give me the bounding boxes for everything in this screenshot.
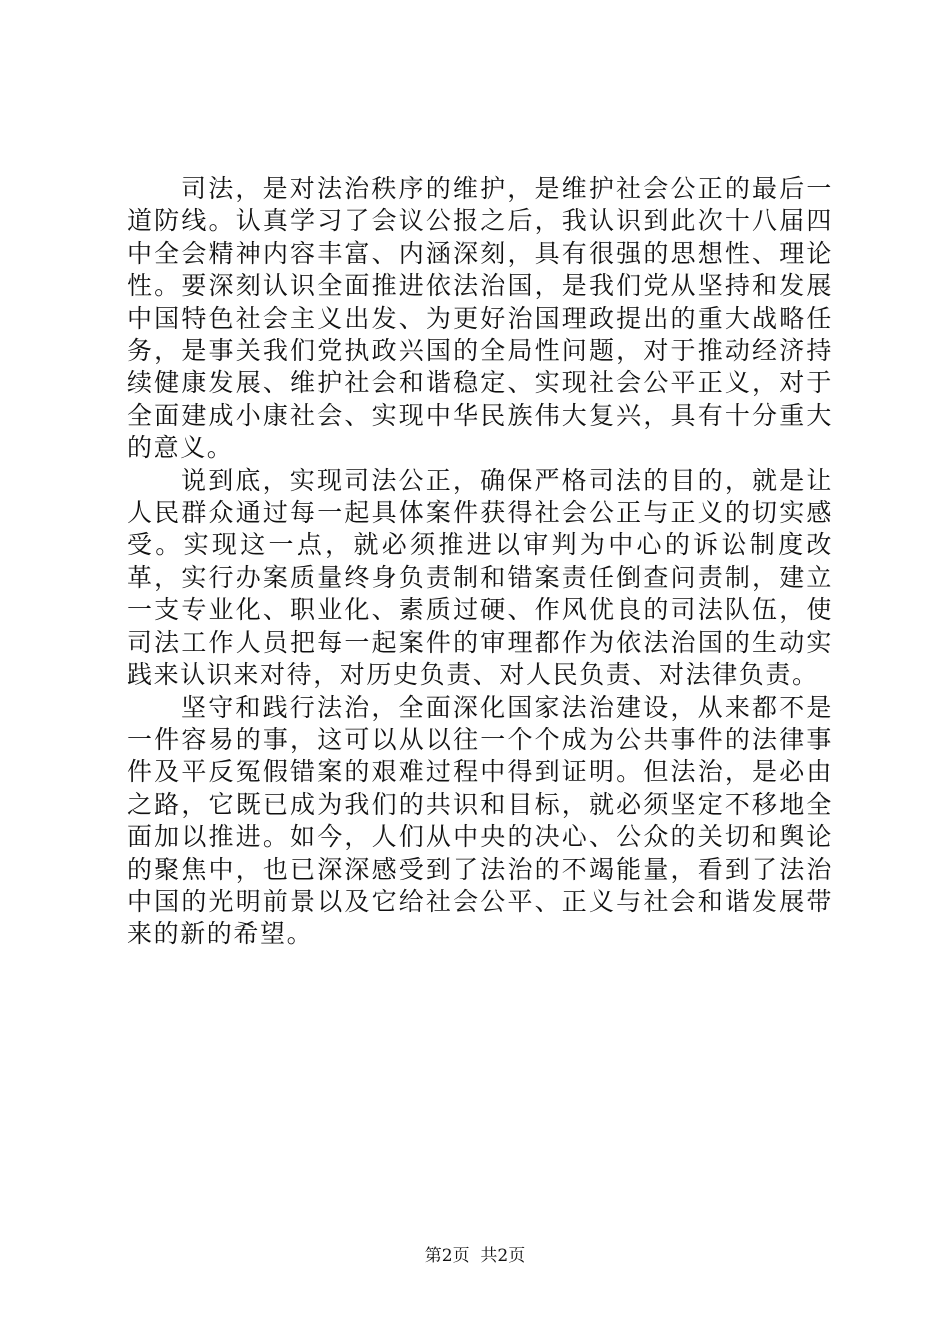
page-footer [0, 1244, 950, 1268]
paragraph-2: 说到底，实现司法公正，确保严格司法的目的，就是让人民群众通过每一起具体案件获得社会公正与正义的切实感受。实现这一点，就必须推进以审判为中心的诉讼制度改革，实行办案质量终身负责制和错案责任倒查问责制，建立一支专业化、职业化、素质过硬、作风优良的司法队伍，使司法工作人员把每一起案件的审理都作为依法治国的生动实践来认识来对待，对历史负责、对人民负责、对法律负责。 [127, 465, 833, 690]
paragraph-1: 司法，是对法治秩序的维护，是维护社会公正的最后一道防线。认真学习了会议公报之后，我认识到此次十八届四中全会精神内容丰富、内涵深刻，具有很强的思想性、理论性。要深刻认识全面推进依法治国，是我们党从坚持和发展中国特色社会主义出发、为更好治国理政提出的重大战略任务，是事关我们党执政兴国的全局性问题，对于推动经济持续健康发展、维护社会和谐稳定、实现社会公平正义，对于全面建成小康社会、实现中华民族伟大复兴，具有十分重大的意义。 [127, 174, 833, 463]
document-body [127, 173, 833, 951]
page-number: 第2页 共2页 [424, 1246, 526, 1266]
paragraph-3: 坚守和践行法治，全面深化国家法治建设，从来都不是一件容易的事，这可以从以往一个个成为公共事件的法律事件及平反冤假错案的艰难过程中得到证明。但法治，是必由之路，它既已成为我们的共识和目标，就必须坚定不移地全面加以推进。如今，人们从中央的决心、公众的关切和舆论的聚焦中，也已深深感受到了法治的不竭能量，看到了法治中国的光明前景以及它给社会公平、正义与社会和谐发展带来的新的希望。 [127, 692, 833, 949]
